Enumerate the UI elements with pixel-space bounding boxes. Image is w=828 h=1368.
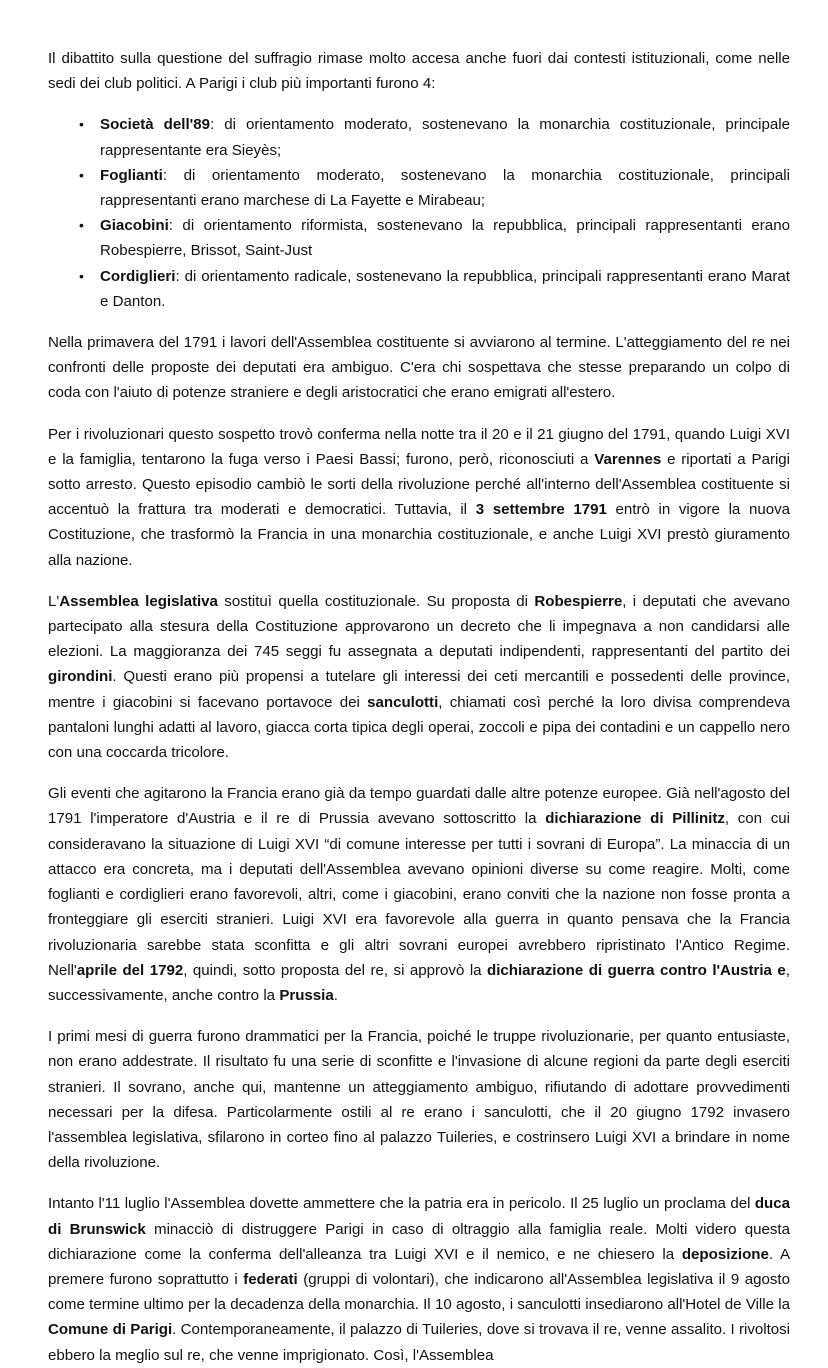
intro-paragraph: Il dibattito sulla questione del suffragio rimase molto accesa anche fuori dai contesti istituzionali, come nelle sedi dei club politici. A Parigi i club più importanti furono 4:: [48, 50, 790, 93]
political-clubs-list: [48, 112, 790, 314]
paragraph-text: , con cui consideravano la situazione di Luigi XVI “di comune interesse per tutti i sovrani di Europa”. La minaccia di un attacco era concreta, ma i deputati dell'Assemblea avevano opinioni diverse su come reagire. Molti, come foglianti e cordiglieri erano favorevoli, altri, come i giacobini, erano conviti che la nazione non fosse pronta a fronteggiare gli eserciti stranieri. Luigi XVI era favorevole alla guerra in quanto pensava che la Francia rivoluzionaria sarebbe stata sconfitta e gli altri sovrani europei avrebbero ripristinato l'Antico Regime. Nell': [48, 810, 790, 979]
emphasis-term: deposizione: [681, 1245, 769, 1263]
list-item-text: [100, 213, 790, 263]
emphasis-term: Comune di Parigi: [48, 1321, 173, 1339]
paragraph-text: . Contemporaneamente, il palazzo di Tuileries, dove si trovava il re, venne assalito. I rivoltosi ebbero la meglio sul re, che venne imprigionato. Così, l'Assemblea: [48, 1321, 790, 1364]
paragraph-text: . Questi erano più propensi a tutelare gli interessi dei ceti mercantili e possedenti delle province, mentre i giacobini si facevano portavoce dei: [48, 668, 790, 711]
emphasis-term: dichiarazione di guerra contro l'Austria e: [487, 961, 786, 979]
paragraph-text: Gli eventi che agitarono la Francia erano già da tempo guardati dalle altre potenze europee. Già nell'agosto del 1791 l'imperatore d'Austria e il re di Prussia avevano sottoscritto la: [48, 785, 790, 828]
paragraph-text: minacciò di distruggere Parigi in caso di oltraggio alla famiglia reale. Molti videro questa dichiarazione come la conferma dell'alleanza tra Luigi XVI e il nemico, e ne chiesero la: [48, 1220, 790, 1263]
paragraph-text: Intanto l'11 luglio l'Assemblea dovette ammettere che la patria era in pericolo. Il 25 luglio un proclama del: [48, 1195, 755, 1213]
emphasis-term: girondini: [48, 668, 113, 686]
emphasis-term: Prussia: [279, 986, 334, 1004]
club-term: Foglianti: [100, 166, 163, 184]
paragraph-text: , chiamati così perché la loro divisa comprendeva pantaloni lunghi adatti al lavoro, giacca corta tipica degli operai, zoccoli e pipa dei contadini e un cappello nero con una coccarda tricolore.: [48, 693, 791, 762]
emphasis-term: Robespierre: [534, 592, 623, 610]
paragraph-container: [48, 330, 790, 1368]
paragraph-text: , quindi, sotto proposta del re, si approvò la: [183, 961, 488, 979]
list-item: [48, 112, 790, 162]
emphasis-term: federati: [243, 1270, 298, 1288]
paragraph-text: (gruppi di volontari), che indicarono all'Assemblea legislativa il 9 agosto come termine ultimo per la decadenza della monarchia. Il 10 agosto, i sanculotti insediarono all'Hotel de Ville la: [48, 1270, 790, 1314]
emphasis-term: sanculotti: [367, 693, 439, 711]
paragraph-text: .: [333, 986, 338, 1004]
list-item: [48, 213, 790, 263]
body-paragraph: [48, 330, 790, 406]
emphasis-term: aprile del 1792: [76, 961, 184, 979]
paragraph-text: e riportati a Parigi sotto arresto. Questo episodio cambiò le sorti della rivoluzione perché all'interno dell'Assemblea costituente si accentuò la frattura tra moderati e democratici. Tuttavia, il: [48, 450, 791, 519]
emphasis-term: duca di Brunswick: [48, 1195, 790, 1238]
emphasis-term: dichiarazione di Pillinitz: [545, 810, 725, 828]
document-body: [48, 46, 790, 1368]
list-item: [48, 163, 790, 213]
body-paragraph: [48, 1024, 790, 1175]
emphasis-term: Varennes: [594, 450, 662, 468]
club-term: Società dell'89: [100, 116, 211, 134]
paragraph-text: , i deputati che avevano partecipato alla stesura della Costituzione approvarono un decreto che li impegnava a non candidarsi alle elezioni. La maggioranza dei 745 seggi fu assegnata a deputati indipendenti, rappresentanti del partito dei: [48, 592, 790, 661]
club-description: : di orientamento moderato, sostenevano la monarchia costituzionale, principali rappresentanti erano marchese di La Fayette e Mirabeau;: [100, 166, 790, 210]
body-paragraph: [48, 422, 790, 573]
paragraph-text: I primi mesi di guerra furono drammatici per la Francia, poiché le truppe rivoluzionarie, per quanto entusiaste, non erano addestrate. Il risultato fu una serie di sconfitte e l'invasione di alcune regioni da parte degli eserciti stranieri. Il sovrano, anche qui, mantenne un atteggiamento ambiguo, rifiutando di adottare provvedimenti necessari per la difesa. Particolarmente ostili al re erano i sanculotti, che il 20 giugno 1792 invasero l'assemblea legislativa, sfilarono in corteo fino al palazzo Tuileries, e costrinsero Luigi XVI a brindare in nome della rivoluzione.: [48, 1028, 790, 1172]
body-paragraph: [48, 1191, 790, 1367]
list-item-text: [100, 112, 790, 162]
club-description: : di orientamento moderato, sostenevano la monarchia costituzionale, principale rappresentante era Sieyès;: [100, 116, 790, 159]
list-item-text: [100, 163, 790, 213]
club-description: : di orientamento radicale, sostenevano la repubblica, principali rappresentanti erano Marat e Danton.: [100, 267, 790, 310]
paragraph-text: L': [48, 592, 60, 610]
paragraph-text: entrò in vigore la nuova Costituzione, che trasformò la Francia in una monarchia costituzionale, e anche Luigi XVI prestò giuramento alla nazione.: [48, 501, 790, 569]
club-term: Cordiglieri: [100, 267, 176, 285]
emphasis-term: 3 settembre 1791: [475, 501, 607, 519]
paragraph-text: Nella primavera del 1791 i lavori dell'Assemblea costituente si avviarono al termine. L'atteggiamento del re nei confronti delle proposte dei deputati era ambiguo. C'era chi sospettava che stesse preparando un colpo di coda con l'aiuto di potenze straniere e degli aristocratici che erano emigrati all'estero.: [48, 334, 790, 402]
body-paragraph: [48, 589, 790, 765]
emphasis-term: Assemblea legislativa: [59, 592, 218, 610]
club-description: : di orientamento riformista, sostenevano la repubblica, principali rappresentanti erano Robespierre, Brissot, Saint-Just: [100, 217, 790, 260]
body-paragraph: [48, 781, 790, 1008]
paragraph-text: , successivamente, anche contro la: [48, 961, 790, 1004]
paragraph-text: . A premere furono soprattutto i: [48, 1245, 790, 1288]
list-item: [48, 264, 790, 314]
list-item-text: [100, 264, 790, 314]
paragraph-text: sostituì quella costituzionale. Su proposta di: [217, 592, 535, 610]
paragraph-text: Per i rivoluzionari questo sospetto trovò conferma nella notte tra il 20 e il 21 giugno del 1791, quando Luigi XVI e la famiglia, tentarono la fuga verso i Paesi Bassi; furono, però, riconosciuti a: [48, 425, 790, 468]
club-term: Giacobini: [100, 217, 169, 235]
